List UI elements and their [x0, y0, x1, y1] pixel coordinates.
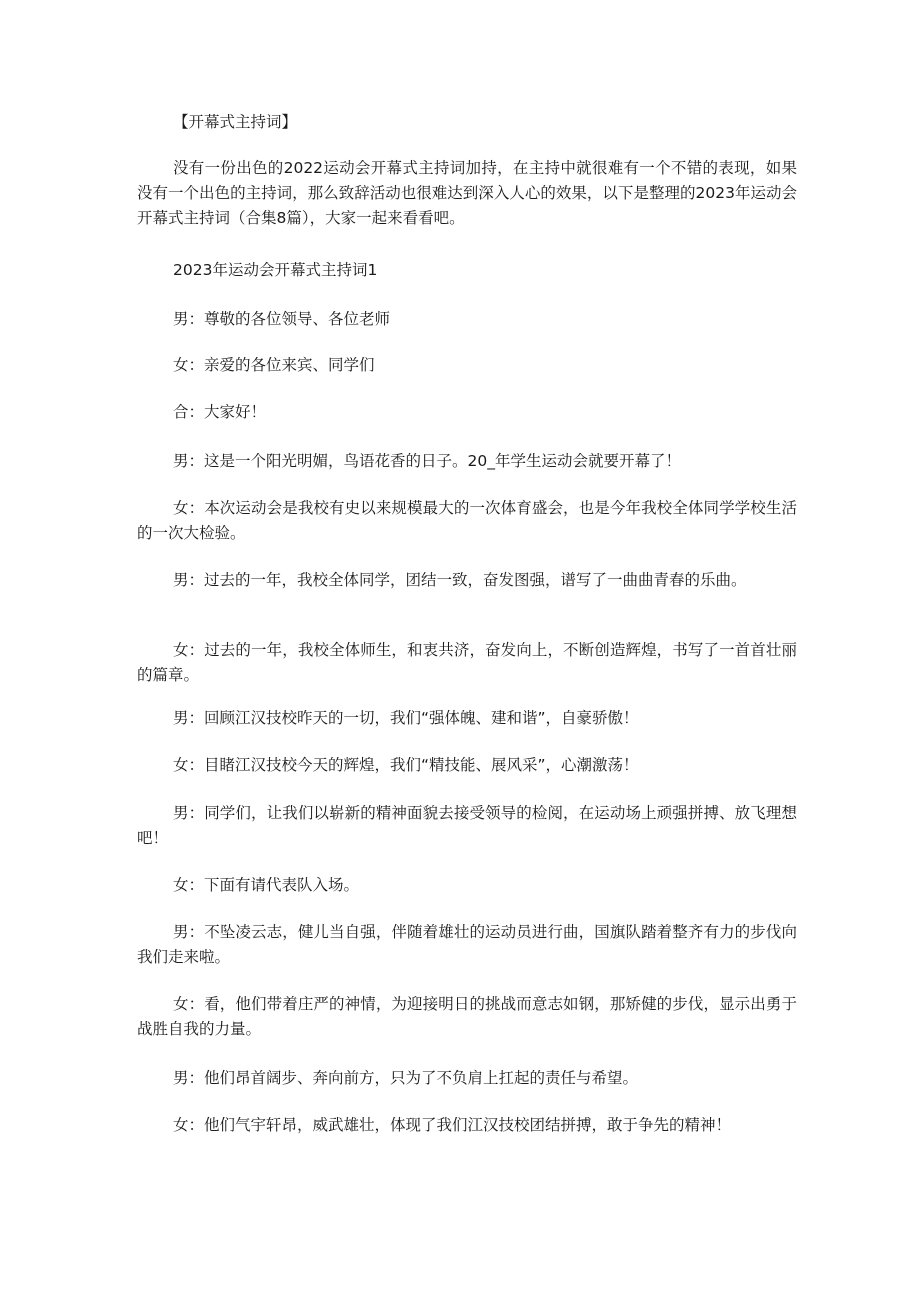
dialogue-line: 女：目睹江汉技校今天的辉煌，我们“精技能、展风采”，心潮激荡！ — [173, 756, 639, 774]
dialogue-line: 女：过去的一年，我校全体师生，和衷共济，奋发向上，不断创造辉煌，书写了一首首壮丽的篇章。 — [137, 641, 797, 684]
dialogue-line: 男：这是一个阳光明媚，鸟语花香的日子。20_年学生运动会就要开幕了！ — [173, 452, 681, 470]
dialogue-line: 女：亲爱的各位来宾、同学们 — [173, 356, 375, 374]
dialogue-line: 合：大家好！ — [173, 403, 267, 421]
intro-paragraph: 没有一份出色的2022运动会开幕式主持词加持，在主持中就很难有一个不错的表现，如果没有一个出色的主持词，那么致辞活动也很难达到深入人心的效果，以下是整理的2023年运动会开幕式主持词（合集8篇），大家一起来看看吧。 — [137, 159, 797, 227]
dialogue-line: 男：不坠凌云志，健儿当自强，伴随着雄壮的运动员进行曲，国旗队踏着整齐有力的步伐向我们走来啦。 — [137, 923, 797, 966]
dialogue-line: 女：他们气宇轩昂，威武雄壮，体现了我们江汉技校团结拼搏，敢于争先的精神！ — [173, 1116, 732, 1134]
section-title: 2023年运动会开幕式主持词1 — [173, 261, 378, 279]
dialogue-line: 男：过去的一年，我校全体同学，团结一致，奋发图强，谱写了一曲曲青春的乐曲。 — [173, 571, 747, 589]
dialogue-line: 男：他们昂首阔步、奔向前方，只为了不负肩上扛起的责任与希望。 — [173, 1069, 639, 1087]
heading: 【开幕式主持词】 — [173, 113, 298, 131]
dialogue-line: 女：下面有请代表队入场。 — [173, 876, 360, 894]
dialogue-line: 男：同学们，让我们以崭新的精神面貌去接受领导的检阅，在运动场上顽强拼搏、放飞理想吧！ — [137, 804, 797, 847]
dialogue-line: 女：本次运动会是我校有史以来规模最大的一次体育盛会，也是今年我校全体同学学校生活的一次大检验。 — [137, 499, 797, 542]
dialogue-line: 男：回顾江汉技校昨天的一切，我们“强体魄、建和谐”，自豪骄傲！ — [173, 709, 639, 727]
dialogue-line: 女：看，他们带着庄严的神情，为迎接明日的挑战而意志如钢，那矫健的步伐，显示出勇于战胜自我的力量。 — [137, 995, 797, 1038]
dialogue-line: 男：尊敬的各位领导、各位老师 — [173, 310, 391, 328]
